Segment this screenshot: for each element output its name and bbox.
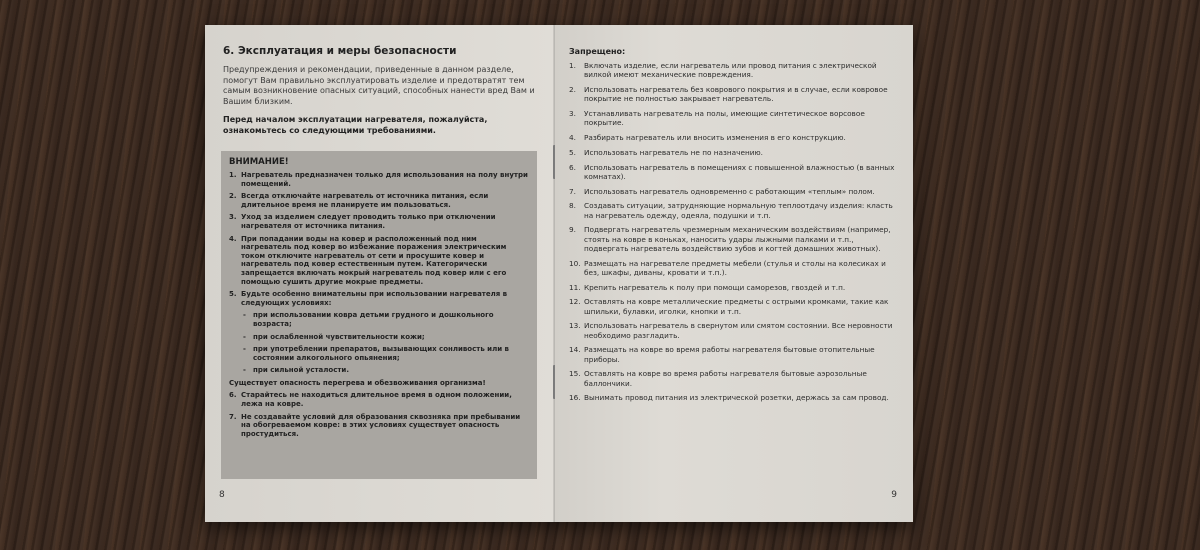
item-text: Использовать нагреватель не по назначению. — [584, 147, 763, 157]
item-text: Использовать нагреватель в свернутом или смятом состоянии. Все неровности необходимо разгладить. — [584, 321, 893, 340]
item-text: Включать изделие, если нагреватель или провод питания с электрической вилкой имеют механические повреждения. — [584, 61, 877, 80]
warning-item-text: Не создавайте условий для образования сквозняка при пребывании на обогреваемом ковре: в этих условиях существует опасность простудиться. — [241, 412, 521, 438]
page-number-left: 8 — [219, 490, 225, 500]
condition-item — [243, 311, 529, 328]
item-number: 5. — [569, 147, 576, 157]
dash-bullet: - — [243, 332, 246, 341]
item-text: Создавать ситуации, затрудняющие нормальную теплоотдачу изделия: класть на нагреватель одежду, одеяла, подушки и т.п. — [584, 201, 893, 220]
warning-item — [229, 391, 529, 408]
dash-bullet: - — [243, 345, 246, 354]
item-text: Использовать нагреватель в помещениях с повышенной влажностью (в ванных комнатах). — [584, 162, 895, 181]
item-number: 1. — [569, 61, 576, 70]
item-text: Подвергать нагреватель чрезмерным механическим воздействиям (например, стоять на ковре в коньках, наносить удары лыжными палками и т.п., подвергать нагреватель воздействию зубов и когтей домашних животных). — [584, 225, 891, 253]
warning-item-number: 5. — [229, 290, 237, 299]
warning-item-text: Всегда отключайте нагреватель от источника питания, если длительное время не планируете им пользоваться. — [241, 192, 489, 209]
list-item — [569, 297, 899, 315]
list-item — [569, 133, 899, 142]
item-number: 11. — [569, 282, 581, 292]
warning-item-number: 7. — [229, 412, 237, 421]
list-item — [569, 163, 899, 181]
warning-item — [229, 171, 529, 188]
item-number: 4. — [569, 133, 576, 142]
warning-item — [229, 235, 529, 287]
warning-box — [221, 151, 537, 479]
warning-item-text: Будьте особенно внимательны при использовании нагревателя в следующих условиях: — [241, 290, 508, 307]
list-item — [569, 321, 899, 339]
item-text: Размещать на ковре во время работы нагревателя бытовые отопительные приборы. — [584, 345, 875, 364]
danger-note: Существует опасность перегрева и обезвоживания организма! — [229, 378, 486, 387]
list-item — [569, 187, 899, 196]
item-number: 6. — [569, 162, 576, 172]
warning-item-number: 4. — [229, 234, 237, 243]
item-text: Оставлять на ковре металлические предметы с острыми кромками, такие как шпильки, булавки, иголки, кнопки и т.п. — [584, 297, 889, 316]
list-item — [569, 345, 899, 363]
warning-item-text: Нагреватель предназначен только для использования на полу внутри помещений. — [241, 171, 528, 188]
condition-text: при употреблении препаратов, вызывающих сонливость или в состоянии алкогольного опьянения; — [253, 345, 509, 362]
item-text: Оставлять на ковре во время работы нагревателя бытовые аэрозольные баллончики. — [584, 369, 867, 388]
item-number: 8. — [569, 201, 576, 211]
list-item — [569, 109, 899, 127]
warning-item — [229, 213, 529, 230]
dash-bullet: - — [243, 311, 246, 320]
warning-item-number: 2. — [229, 192, 237, 201]
item-number: 3. — [569, 109, 576, 118]
item-text: Использовать нагреватель без коврового покрытия и в случае, если ковровое покрытие не полностью закрывает нагреватель. — [584, 85, 888, 104]
right-page — [555, 25, 913, 522]
item-number: 9. — [569, 225, 576, 235]
item-text: Размещать на нагревателе предметы мебели (стулья и столы на колесиках и без, шкафы, диваны, кровати и т.п.). — [584, 258, 886, 277]
warning-item — [229, 413, 529, 439]
warning-item-number: 1. — [229, 171, 237, 179]
warning-title: ВНИМАНИЕ! — [229, 157, 289, 167]
item-number: 16. — [569, 393, 581, 403]
list-item — [569, 148, 899, 157]
item-text: Устанавливать нагреватель на полы, имеющие синтетическое ворсовое покрытие. — [584, 109, 865, 128]
before-use-note: Перед началом эксплуатации нагревателя, пожалуйста, ознакомьтесь со следующими требованиями. — [223, 115, 488, 135]
list-item — [569, 85, 899, 103]
item-text: Крепить нагреватель к полу при помощи саморезов, гвоздей и т.п. — [584, 282, 846, 292]
page-number-right: 9 — [891, 490, 897, 500]
list-item — [569, 393, 899, 402]
warning-item-text: Старайтесь не находиться длительное время в одном положении, лежа на ковре. — [241, 391, 512, 409]
list-item — [569, 369, 899, 387]
item-text: Использовать нагреватель одновременно с работающим «теплым» полом. — [584, 186, 875, 196]
left-page — [205, 25, 555, 522]
open-booklet — [205, 25, 913, 522]
condition-item — [243, 333, 529, 342]
intro-paragraph: Предупреждения и рекомендации, приведенные в данном разделе, помогут Вам правильно эксплуатировать изделие и предотвратят тем самым возникновение опасных ситуаций, способных нанести вред Вам и Вашим близким. — [223, 65, 535, 106]
warning-item-text: При попадании воды на ковер и расположенный под ним нагреватель под ковер во избежание поражения электрическим током отключите нагреватель от сети и просушите ковер и нагреватель под ковер естественным путем. Категорически запрещается включать мокрый нагреватель под ковер или с его помощью сушить другие мокрые предметы. — [241, 234, 507, 286]
item-number: 13. — [569, 321, 581, 331]
list-item — [569, 201, 899, 219]
item-number: 14. — [569, 345, 581, 355]
list-item — [569, 259, 899, 277]
warning-item — [229, 192, 529, 209]
item-number: 12. — [569, 297, 581, 307]
condition-text: при использовании ковра детьми грудного и дошкольного возраста; — [253, 311, 494, 328]
section-title: 6. Эксплуатация и меры безопасности — [223, 45, 457, 57]
warning-item-number: 3. — [229, 213, 237, 222]
item-number: 7. — [569, 186, 576, 196]
condition-item — [243, 366, 529, 375]
list-item — [569, 283, 899, 292]
item-number: 10. — [569, 258, 581, 268]
list-item — [569, 225, 899, 253]
item-text: Разбирать нагреватель или вносить изменения в его конструкцию. — [584, 133, 846, 142]
item-number: 15. — [569, 369, 581, 379]
warning-item-text: Уход за изделием следует проводить только при отключении нагревателя от источника питания. — [241, 213, 496, 230]
forbidden-heading: Запрещено: — [569, 47, 626, 56]
warning-item-number: 6. — [229, 391, 237, 400]
warning-item — [229, 290, 529, 307]
condition-text: при сильной усталости. — [253, 366, 349, 375]
forbidden-list — [569, 61, 899, 408]
list-item — [569, 61, 899, 79]
item-number: 2. — [569, 85, 576, 94]
condition-item — [243, 345, 529, 362]
dash-bullet: - — [243, 366, 246, 375]
item-text: Вынимать провод питания из электрической розетки, держась за сам провод. — [584, 393, 889, 403]
condition-text: при ослабленной чувствительности кожи; — [253, 332, 425, 341]
